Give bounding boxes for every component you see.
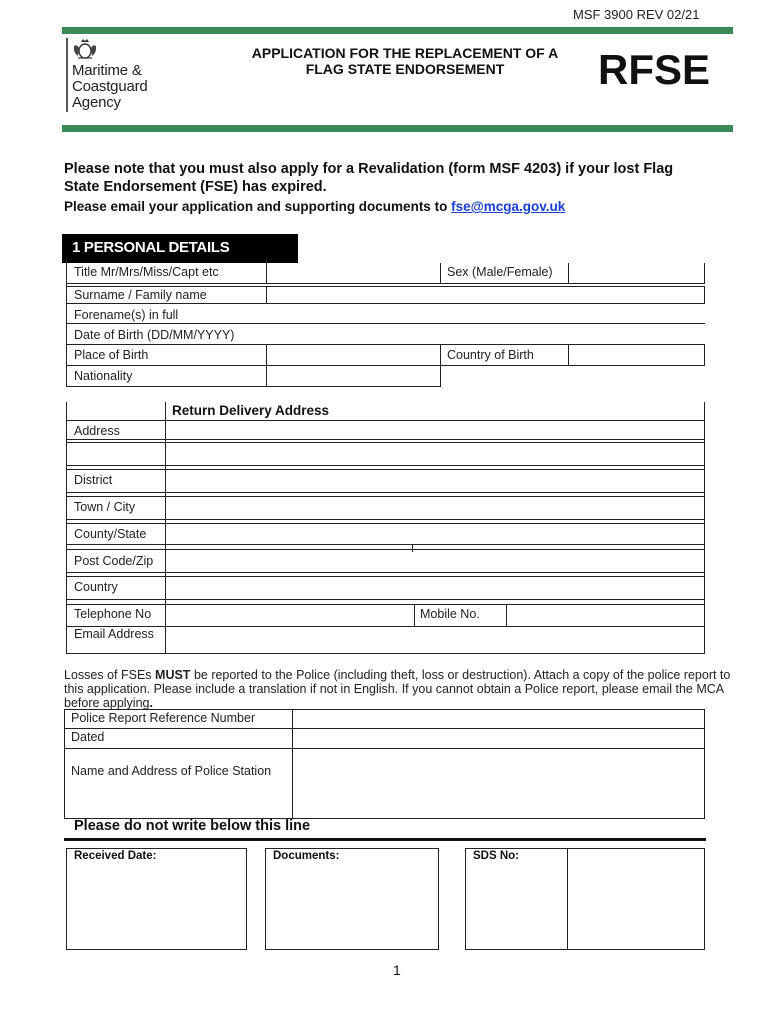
top-green-bar [62,27,733,34]
received-date-label: Received Date: [74,850,157,862]
documents-box [265,848,439,950]
police-text-end: . [149,696,153,710]
telephone-label: Telephone No [74,607,152,621]
police-text-post: be reported to the Police (including theft, loss or destruction). Attach a copy of the police report to this application. Please include a translation if not in English. If you cannot obtain a Police report, please email the MCA before applying [64,668,731,710]
revalidation-note [64,160,736,196]
divider [66,519,705,520]
title-field[interactable] [268,264,438,283]
form-title-line2: FLAG STATE ENDORSEMENT [305,61,505,77]
dated-field[interactable] [294,729,704,748]
form-code: RFSE [598,46,711,93]
email-address-field[interactable] [167,627,703,653]
sds-box [465,848,705,950]
divider [440,345,441,387]
cob-field[interactable] [570,346,703,364]
note-line1: Please note that you must also apply for a Revalidation (form MSF 4203) if your lost Flag [64,161,674,177]
note-line2: State Endorsement (FSE) has expired. [64,179,327,195]
divider [66,544,705,545]
divider [292,709,293,819]
divider [266,345,267,387]
mobile-field[interactable] [508,605,703,626]
org-name-line1: Maritime & [72,62,142,79]
documents-label: Documents: [273,850,340,862]
dob-field[interactable] [268,325,703,343]
divider [704,345,705,366]
org-name-line2: Coastguard [72,78,148,95]
divider [440,263,441,284]
police-text-must: MUST [155,668,191,682]
district-field[interactable] [167,470,703,492]
country-label: Country [74,580,118,594]
divider [704,263,705,284]
district-label: District [74,473,113,487]
form-title [225,45,585,77]
form-title-line1: APPLICATION FOR THE REPLACEMENT OF A [251,45,559,61]
nationality-field[interactable] [268,367,438,385]
forenames-field[interactable] [268,305,703,323]
divider [66,323,705,324]
email-address-label: Email Address [74,627,154,641]
divider [66,572,705,573]
divider [66,653,705,654]
divider [567,848,568,950]
address-label: Address [74,424,120,438]
address-line1-field[interactable] [167,421,703,439]
county-label: County/State [74,527,147,541]
divider [266,263,267,284]
form-reference: MSF 3900 REV 02/21 [573,7,700,22]
telephone-field[interactable] [167,605,413,626]
cob-label: Country of Birth [447,348,534,362]
sex-field[interactable] [570,264,703,283]
mobile-label: Mobile No. [420,607,480,621]
email-link[interactable]: fse@mcga.gov.uk [451,199,566,214]
address-line2-field[interactable] [167,443,703,465]
divider [66,263,67,387]
return-address-heading: Return Delivery Address [172,403,330,418]
dob-label: Date of Birth (DD/MM/YYYY) [74,328,235,342]
town-label: Town / City [74,500,136,514]
sex-label: Sex (Male/Female) [447,265,553,279]
title-label: Title Mr/Mrs/Miss/Capt etc [74,265,219,279]
bottom-green-bar [62,125,733,132]
divider [414,604,415,626]
surname-label: Surname / Family name [74,288,207,302]
police-station-field[interactable] [294,749,704,818]
divider [66,303,705,304]
email-instruction-text: Please email your application and supporting documents to [64,199,448,214]
logo-rule [66,38,68,112]
surname-field[interactable] [268,287,703,303]
divider [66,492,705,493]
email-instruction [64,199,565,214]
forenames-label: Forename(s) in full [74,308,179,322]
pob-field[interactable] [268,346,438,364]
divider [266,286,267,304]
divider [66,365,705,366]
police-ref-label: Police Report Reference Number [71,711,256,725]
country-field[interactable] [167,577,703,599]
divider [66,386,440,387]
royal-crest-icon [72,38,98,60]
police-station-label: Name and Address of Police Station [71,764,272,778]
received-date-box [66,848,247,950]
divider [66,465,705,466]
thick-divider [64,838,706,841]
dated-label: Dated [71,730,105,744]
divider [506,604,507,626]
sds-label: SDS No: [473,850,519,862]
mca-logo [66,38,206,114]
nationality-label: Nationality [74,369,133,383]
postcode-field[interactable] [167,550,703,572]
section-heading-personal: 1 PERSONAL DETAILS [62,234,298,263]
county-field[interactable] [167,524,703,544]
divider [66,283,705,284]
divider [66,439,705,440]
org-name-line3: Agency [72,94,121,111]
page-number: 1 [393,962,401,978]
police-text-pre: Losses of FSEs [64,668,152,682]
town-field[interactable] [167,497,703,519]
divider [704,286,705,304]
divider [66,599,705,600]
pob-label: Place of Birth [74,348,149,362]
divider [66,344,705,345]
divider [568,263,569,284]
postcode-label: Post Code/Zip [74,554,154,568]
police-report-instructions [64,668,734,710]
police-ref-field[interactable] [294,710,704,728]
do-not-write-heading: Please do not write below this line [74,818,311,834]
divider [568,345,569,366]
org-name [72,63,148,111]
